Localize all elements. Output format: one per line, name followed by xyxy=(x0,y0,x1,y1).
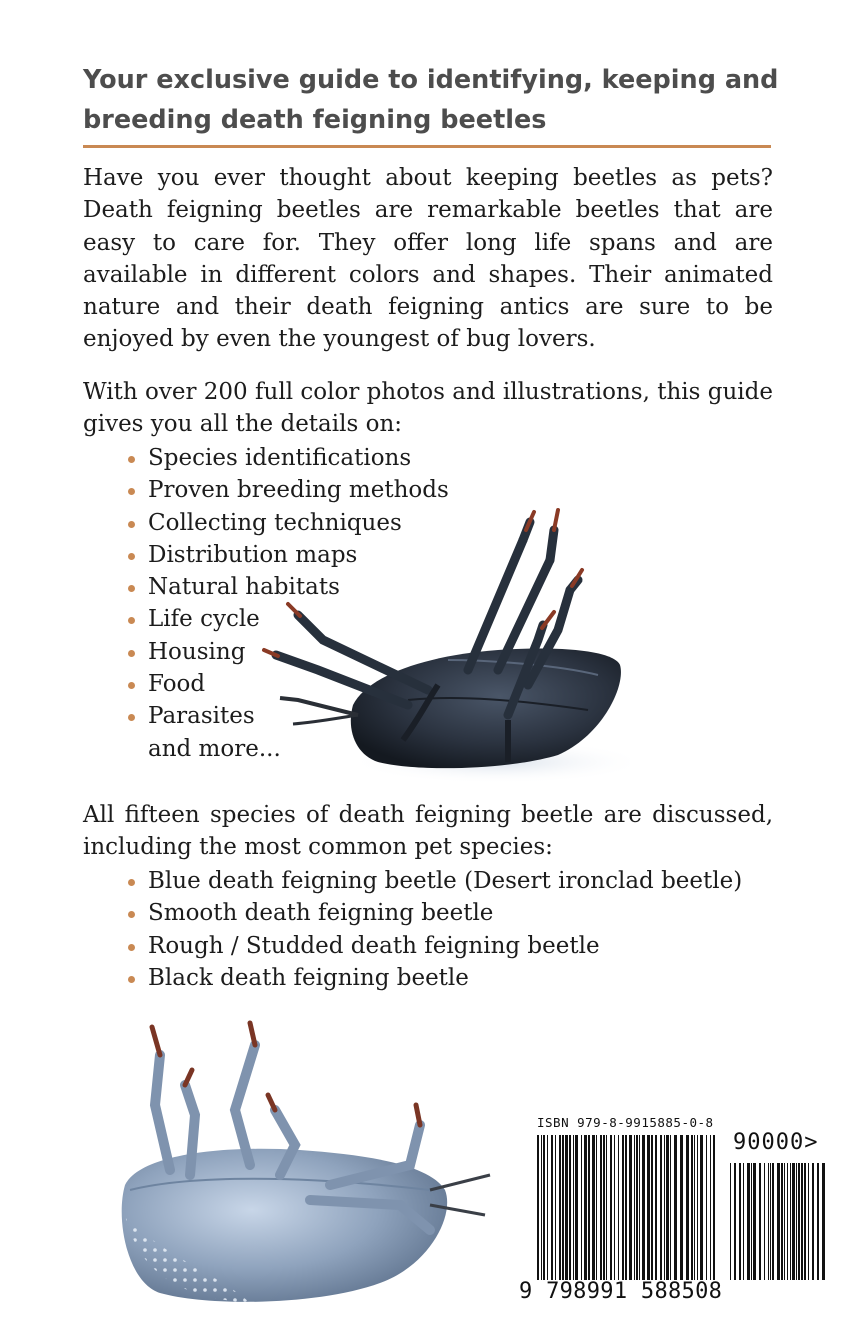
list-item: Housing xyxy=(126,636,449,668)
list-item: Black death feigning beetle xyxy=(126,962,742,994)
details-intro-paragraph: With over 200 full color photos and illustrations, this guide gives you all the details on: xyxy=(83,379,773,438)
blue-beetle-photo xyxy=(100,1015,500,1315)
list-item: Natural habitats xyxy=(126,571,449,603)
list-item: Food xyxy=(126,668,449,700)
isbn-label: ISBN 979-8-9915885-0-8 xyxy=(537,1115,714,1130)
list-item: Parasites xyxy=(126,700,449,732)
species-intro-paragraph: All fifteen species of death feigning beetle are discussed, including the most common pet species: xyxy=(83,802,773,861)
list-item: Proven breeding methods xyxy=(126,474,449,506)
list-item: Smooth death feigning beetle xyxy=(126,897,742,929)
heading-divider xyxy=(83,145,771,148)
list-item: Species identifications xyxy=(126,442,449,474)
list-item-and-more: and more... xyxy=(148,735,281,762)
black-beetle-photo xyxy=(258,500,630,790)
list-item: Distribution maps xyxy=(126,539,449,571)
back-cover-heading: Your exclusive guide to identifying, keeping and breeding death feigning beetles xyxy=(83,65,779,135)
list-item: Collecting techniques xyxy=(126,507,449,539)
intro-paragraph: Have you ever thought about keeping beetles as pets? Death feigning beetles are remarkable beetles that are easy to care for. They offer long life spans and are available in different colors and shapes. Their animated nature and their death feigning antics are sure to be enjoyed by even the youngest of bug lovers. xyxy=(83,165,773,353)
list-item: Rough / Studded death feigning beetle xyxy=(126,930,742,962)
list-item: Blue death feigning beetle (Desert ironclad beetle) xyxy=(126,865,742,897)
species-list xyxy=(126,865,742,994)
list-item: Life cycle xyxy=(126,603,449,635)
price-code: 90000> xyxy=(733,1130,819,1155)
barcode-number: 9 798991 588508 xyxy=(519,1279,723,1304)
barcode-icon xyxy=(535,1135,825,1285)
